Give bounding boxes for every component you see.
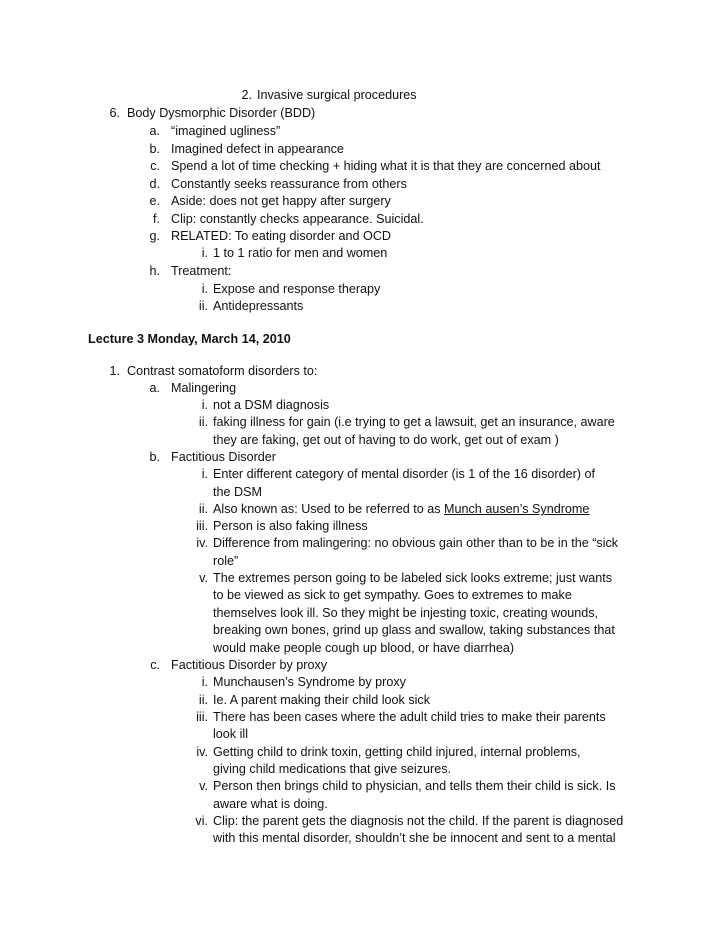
list-text: 1 to 1 ratio for men and women [213, 246, 388, 260]
list-text: Antidepressants [213, 299, 304, 313]
list-marker: i. [201, 675, 208, 689]
list-text-part: Also known as: Used to be referred to as [213, 502, 445, 516]
list-marker: i. [201, 246, 208, 260]
list-marker: ii. [198, 299, 208, 313]
list-marker: 6. [109, 106, 120, 120]
list-text: The extremes person going to be labeled sick looks extreme; just wants [213, 571, 613, 585]
list-text: Spend a lot of time checking + hiding what it is that they are concerned about [171, 159, 601, 173]
list-marker: b. [149, 142, 160, 156]
list-marker: ii. [198, 693, 208, 707]
list-text: Enter different category of mental disorder (is 1 of the 16 disorder) of [213, 467, 595, 481]
list-marker: v. [199, 779, 208, 793]
list-marker: c. [150, 159, 160, 173]
list-text: Clip: constantly checks appearance. Suicidal. [171, 212, 424, 226]
list-marker: 2. [241, 88, 252, 102]
list-text: Malingering [171, 381, 237, 395]
list-text: Factitious Disorder by proxy [171, 658, 328, 672]
list-text: Person then brings child to physician, and tells them their child is sick. Is [213, 779, 616, 793]
list-marker: e. [149, 194, 160, 208]
list-text: Constantly seeks reassurance from others [171, 177, 407, 191]
list-marker: i. [201, 398, 208, 412]
syndrome-term: Munch ausen’s Syndrome [444, 502, 590, 516]
list-marker: i. [201, 282, 208, 296]
list-marker: vi. [195, 814, 208, 828]
list-marker: v. [199, 571, 208, 585]
list-text: Munchausen’s Syndrome by proxy [213, 675, 406, 689]
list-text: breaking own bones, grind up glass and swallow, taking substances that [213, 623, 615, 637]
list-marker: iv. [196, 536, 208, 550]
list-marker: f. [153, 212, 160, 226]
list-text: would make people cough up blood, or have diarrhea) [213, 641, 515, 655]
list-text: RELATED: To eating disorder and OCD [171, 229, 392, 243]
list-text: Difference from malingering: no obvious gain other than to be in the “sick [213, 536, 619, 550]
list-text: role” [213, 554, 239, 568]
list-text: Getting child to drink toxin, getting child injured, internal problems, [213, 745, 581, 759]
list-marker: iii. [196, 710, 208, 724]
section-title: Body Dysmorphic Disorder (BDD) [127, 106, 316, 120]
list-text: faking illness for gain (i.e trying to get a lawsuit, get an insurance, aware [213, 415, 615, 429]
list-marker: g. [149, 229, 160, 243]
list-text: Aside: does not get happy after surgery [171, 194, 391, 208]
list-marker: d. [149, 177, 160, 191]
list-text: There has been cases where the adult child tries to make their parents [213, 710, 606, 724]
list-text: Person is also faking illness [213, 519, 368, 533]
list-marker: iii. [196, 519, 208, 533]
list-text: not a DSM diagnosis [213, 398, 330, 412]
list-text: themselves look ill. So they might be injesting toxic, creating wounds, [213, 606, 599, 620]
list-marker: h. [149, 264, 160, 278]
list-text: Ie. A parent making their child look sick [213, 693, 431, 707]
list-marker: 1. [109, 364, 120, 378]
list-text: the DSM [213, 485, 262, 499]
list-text [213, 501, 589, 517]
list-text: Imagined defect in appearance [171, 142, 344, 156]
list-text: aware what is doing. [213, 797, 328, 811]
lecture-heading: Lecture 3 Monday, March 14, 2010 [88, 332, 291, 346]
list-text: to be viewed as sick to get sympathy. Goes to extremes to make [213, 588, 572, 602]
list-marker: ii. [198, 502, 208, 516]
list-text: Factitious Disorder [171, 450, 276, 464]
list-marker: iv. [196, 745, 208, 759]
list-text: with this mental disorder, shouldn’t she be innocent and sent to a mental [213, 831, 616, 845]
list-text: giving child medications that give seizures. [213, 762, 452, 776]
list-text: “imagined ugliness” [171, 124, 281, 138]
list-marker: ii. [198, 415, 208, 429]
list-text: Expose and response therapy [213, 282, 381, 296]
list-text: Treatment: [171, 264, 232, 278]
list-text: Invasive surgical procedures [257, 88, 417, 102]
list-marker: c. [150, 658, 160, 672]
list-marker: i. [201, 467, 208, 481]
list-text: Clip: the parent gets the diagnosis not the child. If the parent is diagnosed [213, 814, 624, 828]
list-text: look ill [213, 727, 248, 741]
section-title: Contrast somatoform disorders to: [127, 364, 318, 378]
list-marker: a. [149, 381, 160, 395]
list-marker: a. [149, 124, 160, 138]
list-text: they are faking, get out of having to do work, get out of exam ) [213, 433, 559, 447]
list-marker: b. [149, 450, 160, 464]
